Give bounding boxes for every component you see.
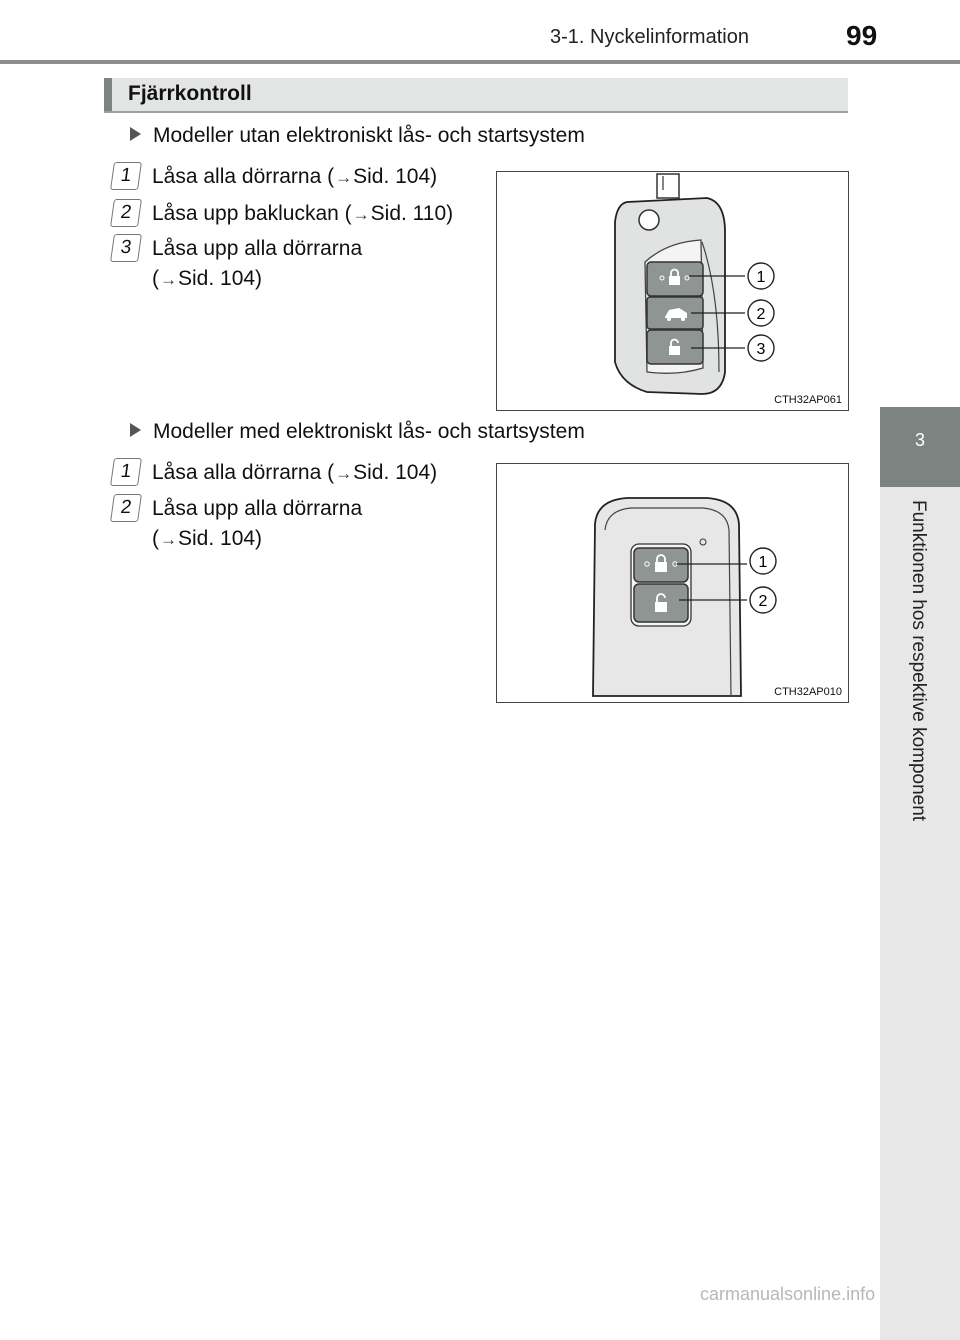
item-number: 3 — [110, 234, 142, 262]
figure-code: CTH32AP061 — [774, 394, 842, 406]
arrow-right-icon: → — [335, 464, 353, 483]
running-header-title: 3-1. Nyckelinformation — [550, 26, 749, 48]
section-header — [104, 78, 848, 112]
callout-1: 1 — [758, 554, 768, 571]
chapter-number: 3 — [914, 430, 925, 450]
item-number: 2 — [110, 494, 142, 522]
item-number: 1 — [110, 458, 142, 486]
callout-3: 3 — [756, 341, 766, 358]
bullet-triangle-icon — [130, 127, 141, 141]
list-item: 1 Låsa alla dörrarna (→Sid. 104) — [112, 458, 437, 489]
callout-2: 2 — [756, 306, 766, 323]
flip-key-drawing — [497, 172, 850, 412]
header-divider — [0, 60, 960, 64]
smart-key-drawing — [497, 464, 850, 704]
bullet-triangle-icon — [130, 423, 141, 437]
figure-smart-key — [496, 463, 849, 703]
item-number: 1 — [110, 162, 142, 190]
figure-flip-key — [496, 171, 849, 411]
model-heading-1: Modeller utan elektroniskt lås- och startsystem — [130, 124, 585, 148]
list-item: 2 Låsa upp alla dörrarna (→Sid. 104) — [112, 494, 362, 555]
figure-code: CTH32AP010 — [774, 686, 842, 698]
arrow-right-icon: → — [352, 205, 370, 224]
arrow-right-icon: → — [160, 530, 177, 549]
list-item: 3 Låsa upp alla dörrarna (→Sid. 104) — [112, 234, 362, 295]
list-item: 1 Låsa alla dörrarna (→Sid. 104) — [112, 162, 437, 193]
model-heading-2: Modeller med elektroniskt lås- och startsystem — [130, 420, 585, 444]
page-number: 99 — [846, 20, 878, 51]
section-title: Fjärrkontroll — [128, 82, 252, 105]
item-number: 2 — [110, 199, 142, 227]
arrow-right-icon: → — [335, 168, 353, 187]
list-item: 2 Låsa upp bakluckan (→Sid. 110) — [112, 199, 453, 230]
chapter-title: Funktionen hos respektive komponent — [908, 500, 929, 822]
callout-1: 1 — [756, 269, 766, 286]
footer-watermark: carmanualsonline.info — [700, 1284, 876, 1304]
section-divider — [104, 111, 848, 113]
callout-2: 2 — [758, 593, 768, 610]
arrow-right-icon: → — [160, 270, 177, 289]
